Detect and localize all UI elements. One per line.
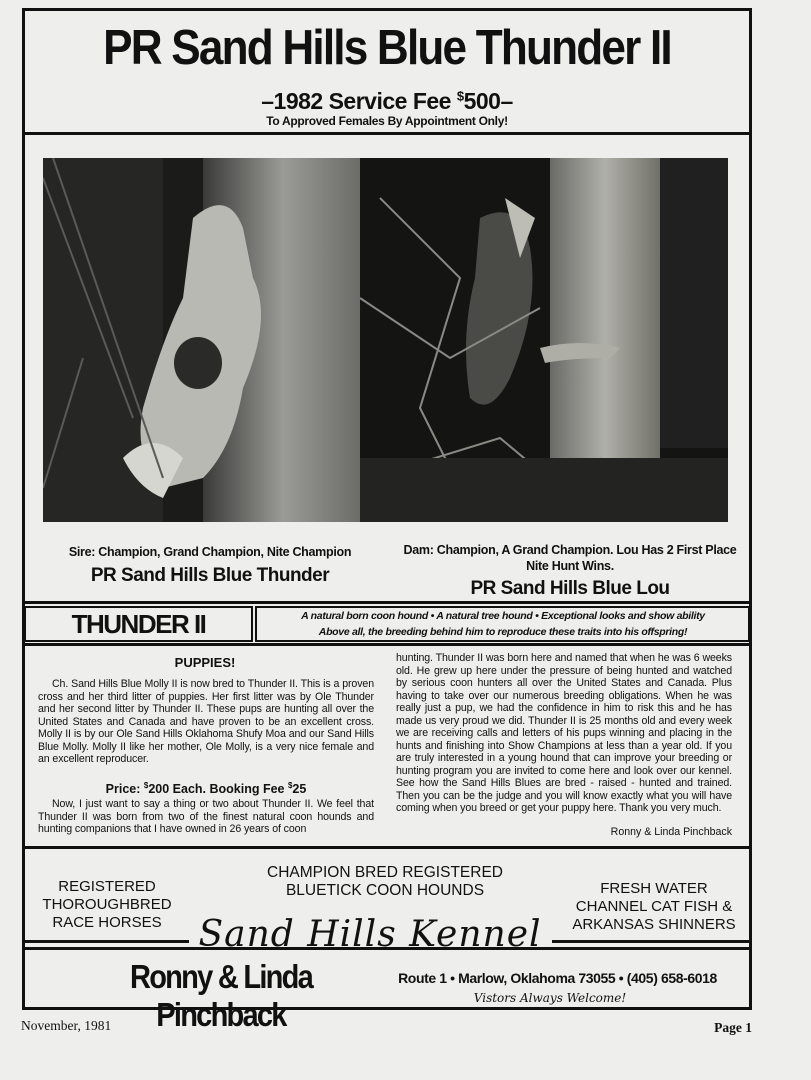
owners-name: Ronny & Linda Pinchback [129, 958, 312, 1033]
price-line: Price: $200 Each. Booking Fee $25 [105, 781, 307, 797]
divider-header [22, 132, 752, 135]
article-para-2: Now, I just want to say a thing or two about Thunder II. We feel that Thunder II was born from two of the finest natural coon hounds and hunting companions that I have owned in 26 years of coon [38, 798, 374, 835]
thunder-label: THUNDER II [71, 609, 206, 639]
article-column-2: hunting. Thunder II was born here and named that when he was 6 weeks old. He grew up here under the pressure of being hunted and watched by serious coon hunters all over the United States and Canada. Plus having to take over our numerous breeding obligations. When he was really just a pup, we had the confidence in him to risk this and he has made us very proud we did. Thunder II is 25 months old and every week we are receiving calls and letters of his pups winning and placing in the hunts and finishing into Show Champions at less than a year old. If you are truly interested in a young hound that can improve your breeding or hunting program you are invited to come here and look over our kennel. See how the Sand Hills Blues are bred - raised - hunted and trained. Then you can be the judge and you will know exactly what you will have coming when you breed or get your puppy here. Thank you very much. [396, 652, 732, 814]
appointment-note: To Approved Females By Appointment Only! [266, 114, 508, 128]
puppies-heading: PUPPIES! [174, 655, 236, 670]
dam-photo [360, 158, 728, 522]
kennel-address: Route 1 • Marlow, Oklahoma 73055 • (405) 658-6018 [398, 970, 717, 986]
page-title: PR Sand Hills Blue Thunder II [103, 21, 671, 75]
article-signature: Ronny & Linda Pinchback [610, 826, 732, 838]
kennel-name: Sand Hills Kennel [198, 914, 542, 955]
footer-hounds: CHAMPION BRED REGISTERED BLUETICK COON HOUNDS [267, 864, 503, 899]
footer-horses: REGISTERED THOROUGHBRED RACE HORSES [42, 878, 172, 931]
article-para-1: Ch. Sand Hills Blue Molly II is now bred to Thunder II. This is a proven cross and her third litter of puppies. Her first litter was by Ole Thunder and her second litter by Thunder II. These pups are hunting all over the United States and Canada and have proven to be an excellent cross. Molly II is by our Ole Sand Hills Oklahoma Shufy Moa and our Sand Hills Blue Molly. Molly II like her mother, Ole Molly, is a very nice female and an excellent reproducer. [38, 678, 374, 765]
sire-photo [43, 158, 360, 522]
divider-photos [22, 601, 752, 604]
kennel-rule-right [552, 940, 750, 943]
dam-titles: Dam: Champion, A Grand Champion. Lou Has 2 First Place Nite Hunt Wins. [403, 543, 737, 573]
sire-name: PR Sand Hills Blue Thunder [90, 565, 330, 586]
divider-traits [22, 643, 752, 646]
traits-text: A natural born coon hound • A natural tree hound • Exceptional looks and show ability Above all, the breeding behind him to reproduce these traits into his offspring! [301, 610, 705, 638]
kennel-rule-left [24, 940, 189, 943]
dam-name: PR Sand Hills Blue Lou [470, 578, 670, 599]
issue-date: November, 1981 [21, 1018, 112, 1033]
divider-article [22, 846, 752, 849]
footer-fish: FRESH WATER CHANNEL CAT FISH & ARKANSAS SHINNERS [572, 880, 736, 933]
page-number: Page 1 [714, 1020, 752, 1035]
article-column-1 [38, 678, 374, 766]
visitors-welcome: Vistors Always Welcome! [473, 991, 627, 1005]
service-fee: –1982 Service Fee $500– [261, 88, 513, 114]
sire-titles: Sire: Champion, Grand Champion, Nite Champion [68, 545, 352, 559]
